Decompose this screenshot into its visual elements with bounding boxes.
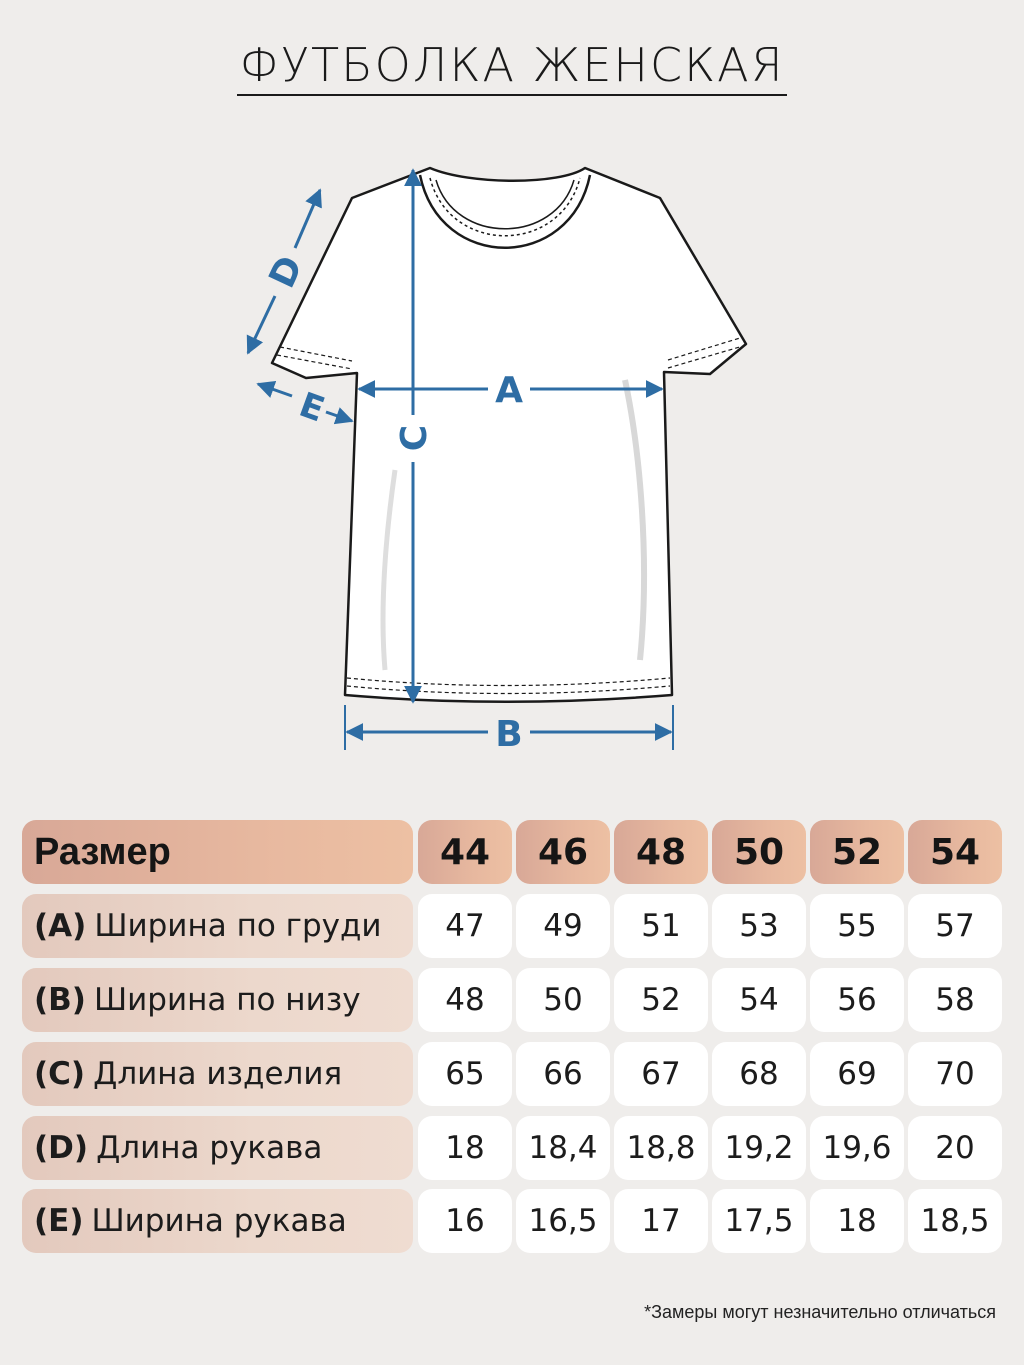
dimension-c-label: C [394,424,435,452]
value-cell: 18,8 [614,1116,708,1180]
value-cell: 19,6 [810,1116,904,1180]
row-label-text: Ширина по груди [94,908,382,944]
value-cell: 55 [810,894,904,958]
value-cell: 57 [908,894,1002,958]
value-cell: 49 [516,894,610,958]
value-cell: 19,2 [712,1116,806,1180]
value-cell: 67 [614,1042,708,1106]
value-cell: 48 [418,968,512,1032]
dimension-e-line [258,384,292,396]
value-cell: 58 [908,968,1002,1032]
value-cell: 17,5 [712,1189,806,1253]
header-size-48: 48 [614,820,708,884]
row-label-text: Ширина по низу [93,982,361,1018]
dimension-a-label: A [495,370,523,411]
value-cell: 50 [516,968,610,1032]
value-cell: 51 [614,894,708,958]
value-cell: 66 [516,1042,610,1106]
dimension-e-label: E [294,384,330,431]
row-label-a [22,894,413,958]
value-cell: 53 [712,894,806,958]
value-cell: 54 [712,968,806,1032]
value-cell: 20 [908,1116,1002,1180]
value-cell: 56 [810,968,904,1032]
row-label-d [22,1116,413,1180]
value-cell: 16,5 [516,1189,610,1253]
row-label-text: Ширина рукава [91,1203,347,1239]
value-cell: 68 [712,1042,806,1106]
title-text: ФУТБОЛКА ЖЕНСКАЯ [237,38,786,96]
value-cell: 65 [418,1042,512,1106]
value-cell: 70 [908,1042,1002,1106]
header-size-54: 54 [908,820,1002,884]
value-cell: 18 [810,1189,904,1253]
value-cell: 18,5 [908,1189,1002,1253]
row-label-b [22,968,413,1032]
row-code: (A) [34,908,87,944]
row-code: (E) [34,1203,84,1239]
value-cell: 18 [418,1116,512,1180]
value-cell: 47 [418,894,512,958]
row-label-text: Длина рукава [96,1130,323,1166]
dimension-d-line [295,190,320,248]
dimension-b-label: B [495,714,523,755]
value-cell: 17 [614,1189,708,1253]
value-cell: 18,4 [516,1116,610,1180]
row-code: (D) [34,1130,89,1166]
dimension-d-label: D [261,249,312,295]
row-code: (B) [34,982,86,1018]
value-cell: 16 [418,1189,512,1253]
value-cell: 52 [614,968,708,1032]
header-size-50: 50 [712,820,806,884]
row-label-text: Длина изделия [93,1056,343,1092]
header-size-label: Размер [22,820,413,884]
row-label-c [22,1042,413,1106]
header-size-52: 52 [810,820,904,884]
header-size-44: 44 [418,820,512,884]
header-size-46: 46 [516,820,610,884]
footnote: *Замеры могут незначительно отличаться [644,1302,996,1322]
row-code: (C) [34,1056,86,1092]
row-label-e [22,1189,413,1253]
value-cell: 69 [810,1042,904,1106]
